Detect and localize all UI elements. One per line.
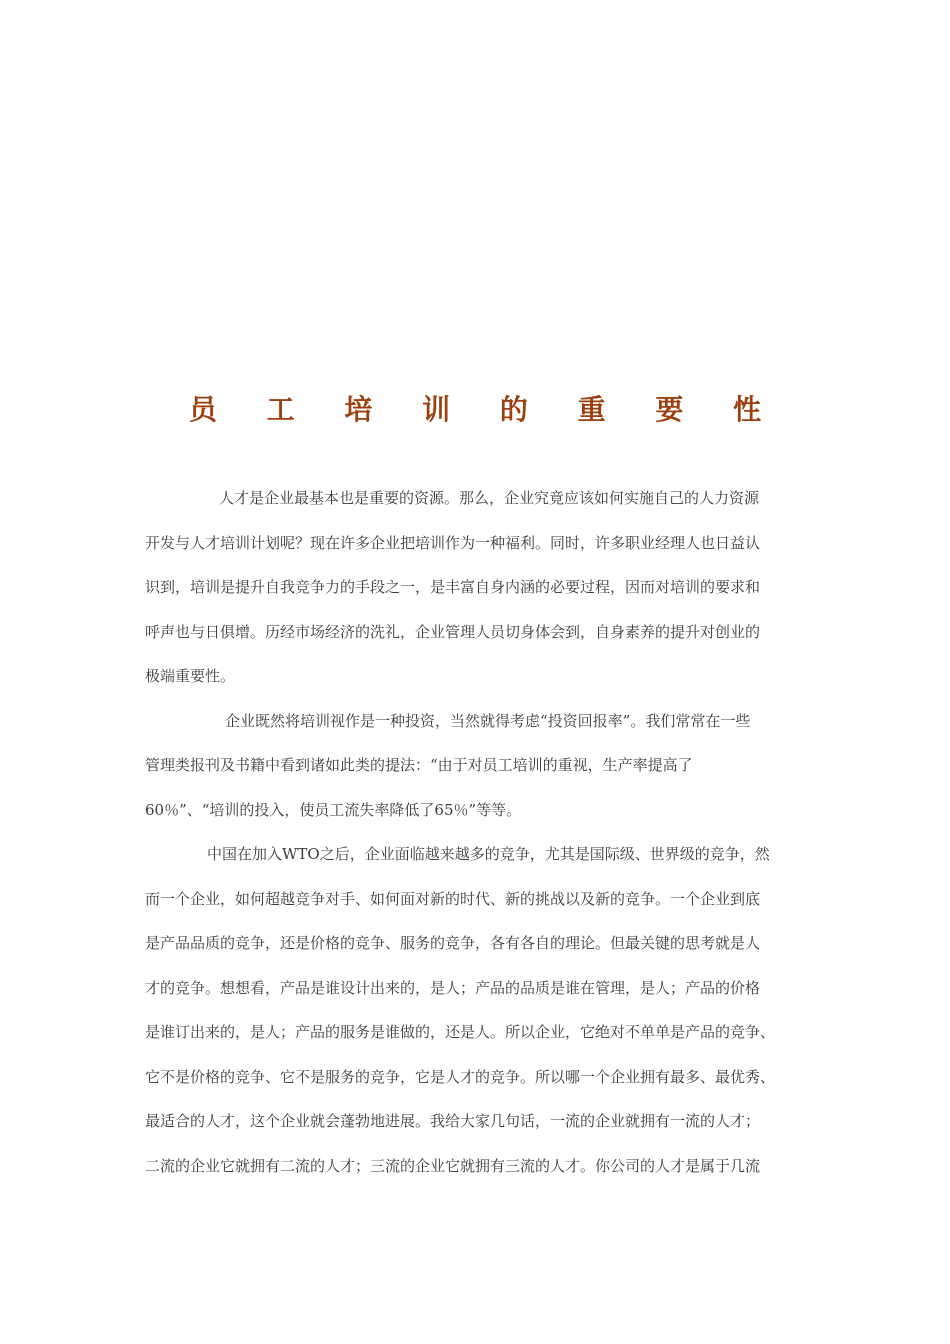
paragraph-2 bbox=[145, 699, 815, 833]
paragraph-line: 它不是价格的竞争、它不是服务的竞争，它是人才的竞争。所以哪一个企业拥有最多、最优秀、 bbox=[145, 1067, 776, 1086]
paragraph-line: 极端重要性。 bbox=[145, 667, 236, 685]
paragraph-line: 开发与人才培训计划呢？现在许多企业把培训作为一种福利。同时，许多职业经理人也日益认 bbox=[145, 533, 761, 552]
paragraph-line: 企业既然将培训视作是一种投资，当然就得考虑“投资回报率”。我们常常在一些 bbox=[225, 711, 751, 730]
paragraph-line: 最适合的人才，这个企业就会蓬勃地进展。我给大家几句话，一流的企业就拥有一流的人才； bbox=[145, 1112, 761, 1130]
paragraph-line: 是谁订出来的，是人；产品的服务是谁做的，还是人。所以企业，它绝对不单单是产品的竞争、 bbox=[145, 1023, 776, 1041]
paragraph-1 bbox=[145, 476, 815, 699]
document-body bbox=[145, 476, 815, 1188]
paragraph-line: 呼声也与日俱增。历经市场经济的洗礼，企业管理人员切身体会到，自身素养的提升对创业的 bbox=[145, 622, 761, 641]
document-title: 员 工 培 训 的 重 要 性 bbox=[188, 393, 782, 426]
paragraph-line: 才的竞争。想想看，产品是谁设计出来的，是人；产品的品质是谁在管理，是人；产品的价格 bbox=[145, 978, 761, 997]
paragraph-line: 中国在加入WTO之后，企业面临越来越多的竞争，尤其是国际级、世界级的竞争，然 bbox=[207, 845, 770, 863]
paragraph-line: 识到，培训是提升自我竞争力的手段之一，是丰富自身内涵的必要过程，因而对培训的要求和 bbox=[145, 578, 761, 596]
paragraph-line: 人才是企业最基本也是重要的资源。那么，企业究竟应该如何实施自己的人力资源 bbox=[219, 489, 760, 507]
paragraph-line: 二流的企业它就拥有二流的人才；三流的企业它就拥有三流的人才。你公司的人才是属于几流 bbox=[145, 1156, 761, 1175]
paragraph-line: 管理类报刊及书籍中看到诸如此类的提法：“由于对员工培训的重视，生产率提高了 bbox=[145, 756, 693, 774]
paragraph-line: 60％”、“培训的投入，使员工流失率降低了65％”等等。 bbox=[145, 800, 522, 819]
paragraph-line: 而一个企业，如何超越竞争对手、如何面对新的时代、新的挑战以及新的竞争。一个企业到底 bbox=[145, 889, 761, 908]
paragraph-line: 是产品品质的竞争，还是价格的竞争、服务的竞争，各有各自的理论。但最关键的思考就是人 bbox=[145, 934, 761, 952]
paragraph-3 bbox=[145, 832, 815, 1188]
